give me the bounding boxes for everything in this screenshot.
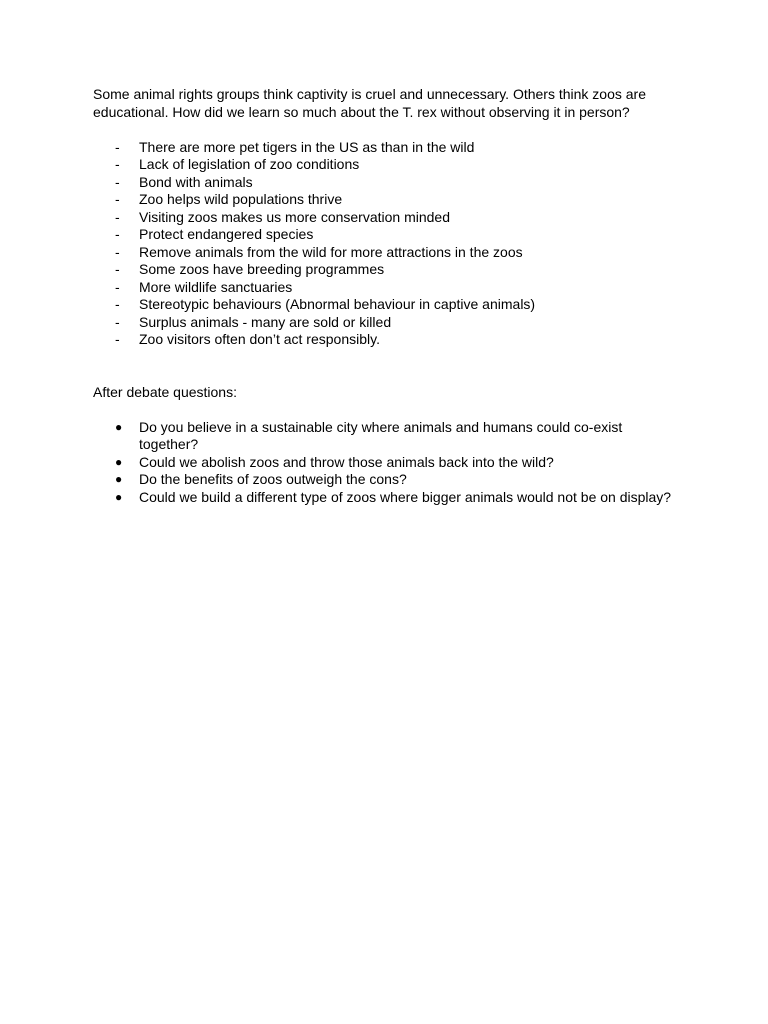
list-item — [93, 156, 673, 174]
list-item-text: Do you believe in a sustainable city where animals and humans could co-exist together? — [139, 418, 623, 452]
list-item-text: Some zoos have breeding programmes — [139, 261, 385, 277]
dash-marker: - — [115, 191, 120, 207]
list-item-text: Lack of legislation of zoo conditions — [139, 156, 360, 172]
dash-marker: - — [115, 296, 120, 312]
list-item-text: Do the benefits of zoos outweigh the cons? — [139, 471, 407, 487]
dash-marker: - — [115, 138, 120, 155]
list-item-text: Stereotypic behaviours (Abnormal behaviour in captive animals) — [139, 296, 536, 312]
dash-marker: - — [115, 208, 120, 225]
document-body — [93, 86, 673, 506]
bullet-icon: ● — [115, 419, 123, 434]
list-item — [93, 489, 673, 507]
list-item-text: Could we build a different type of zoos where bigger animals would not be on display? — [139, 488, 672, 505]
list-item — [93, 191, 673, 209]
list-item — [93, 174, 673, 192]
list-item-text: Bond with animals — [139, 173, 253, 190]
list-item-text: Surplus animals - many are sold or killed — [139, 313, 392, 330]
list-item — [93, 139, 673, 157]
questions-heading: After debate questions: — [93, 383, 237, 400]
list-item — [93, 209, 673, 227]
list-item — [93, 261, 673, 279]
list-item — [93, 279, 673, 297]
dash-marker: - — [115, 156, 120, 172]
list-item — [93, 226, 673, 244]
list-item-text: There are more pet tigers in the US as than in the wild — [139, 138, 475, 155]
dash-marker: - — [115, 278, 120, 295]
list-item — [93, 244, 673, 262]
questions-list — [93, 419, 673, 507]
dash-marker: - — [115, 331, 120, 347]
list-item — [93, 331, 673, 349]
bullet-icon: ● — [115, 454, 123, 469]
dash-marker: - — [115, 313, 120, 330]
list-item-text: Remove animals from the wild for more attractions in the zoos — [139, 243, 523, 260]
list-item-text: Visiting zoos makes us more conservation minded — [139, 208, 451, 225]
dash-marker: - — [115, 243, 120, 260]
list-item-text: Zoo helps wild populations thrive — [139, 191, 343, 207]
debate-points-list — [93, 139, 673, 349]
list-item — [93, 471, 673, 489]
list-item-text: Protect endangered species — [139, 226, 314, 242]
list-item-text: More wildlife sanctuaries — [139, 278, 293, 295]
bullet-icon: ● — [115, 472, 123, 486]
list-item-text: Could we abolish zoos and throw those animals back into the wild? — [139, 453, 554, 470]
list-item — [93, 419, 673, 454]
dash-marker: - — [115, 173, 120, 190]
bullet-icon: ● — [115, 489, 123, 504]
list-item — [93, 314, 673, 332]
dash-marker: - — [115, 226, 120, 242]
list-item — [93, 454, 673, 472]
dash-marker: - — [115, 261, 120, 277]
intro-paragraph: Some animal rights groups think captivity is cruel and unnecessary. Others think zoos are educational. How did we learn so much about the T. rex without observing it in person? — [93, 86, 646, 120]
list-item-text: Zoo visitors often don’t act responsibly. — [139, 331, 380, 347]
list-item — [93, 296, 673, 314]
